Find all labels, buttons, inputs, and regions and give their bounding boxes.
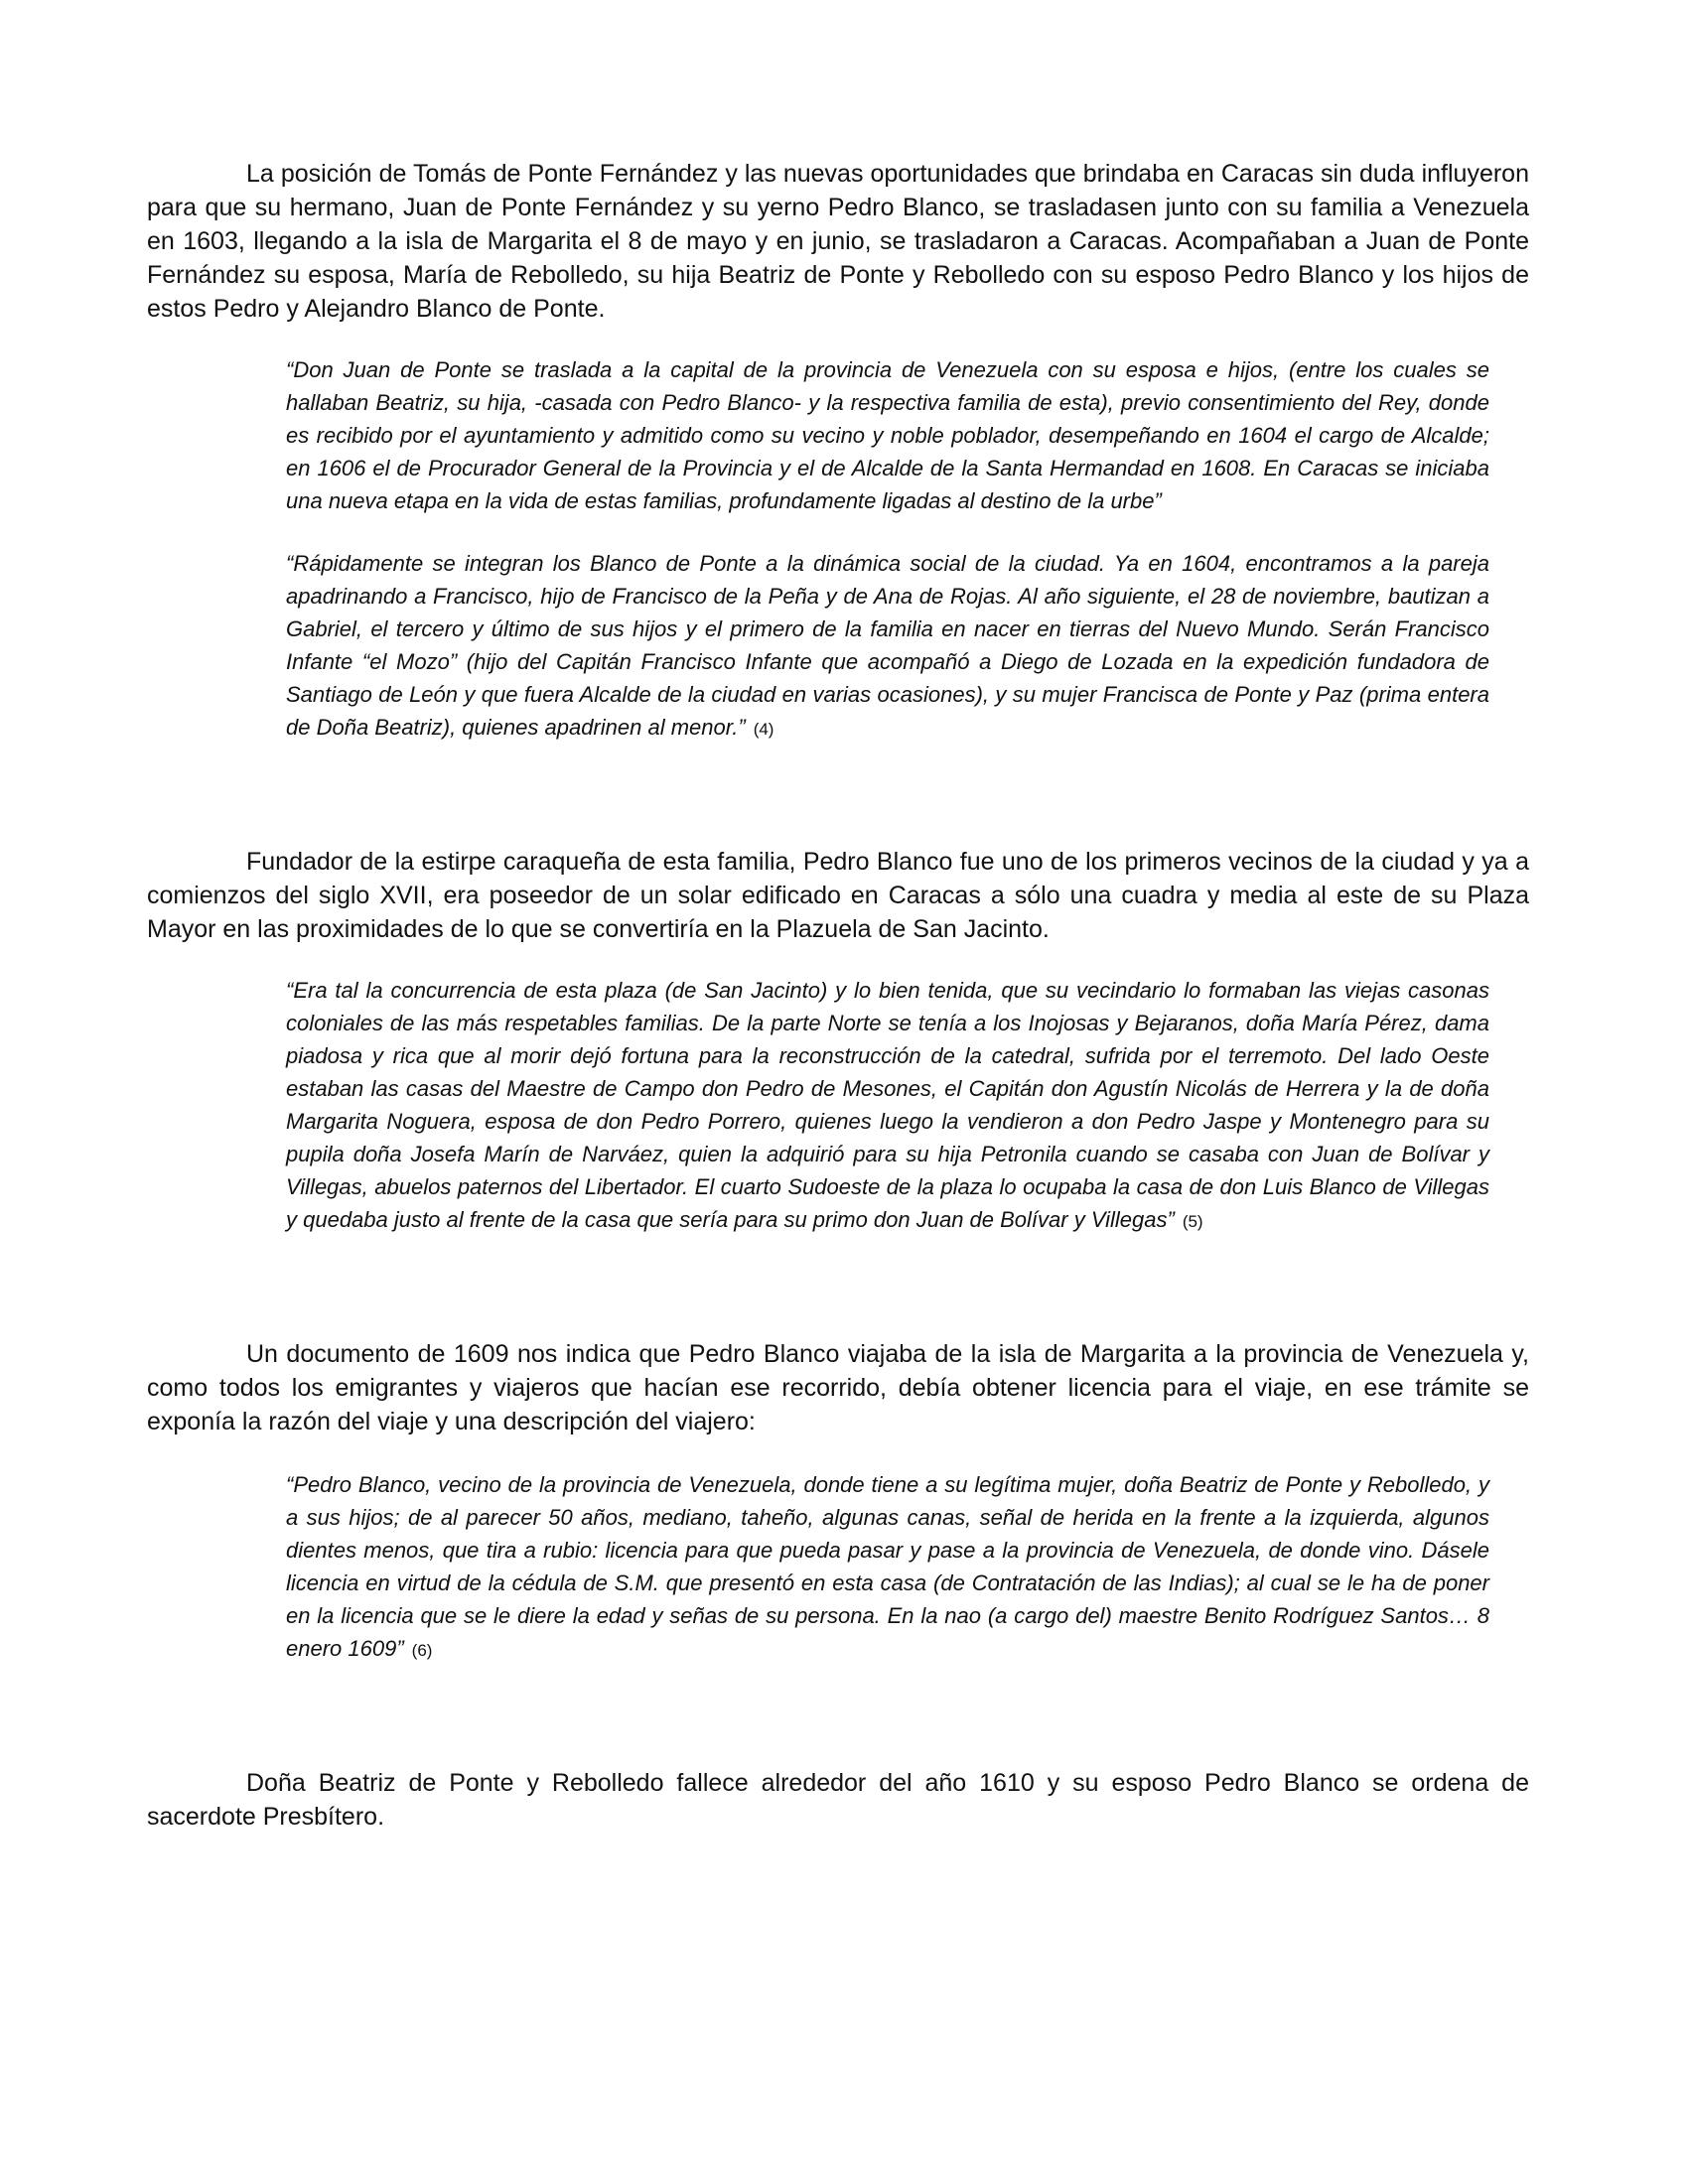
footnote-reference: (6): [411, 1641, 433, 1660]
document-page: [147, 157, 1529, 1834]
quote-text: “Pedro Blanco, vecino de la provincia de Venezuela, donde tiene a su legítima mujer, doña Beatriz de Ponte y Rebolledo, y a sus hijos; de al parecer 50 años, mediano, taheño, algunas canas, señal de herida en la frente a la izquierda, algunos dientes menos, que tira a rubio: licencia para que pueda pasar y pase a la provincia de Venezuela, de donde vino. Dásele licencia en virtud de la cédula de S.M. que presentó en esta casa (de Contratación de las Indias); al cual se le ha de poner en la licencia que se le diere la edad y señas de su persona. En la nao (a cargo del) maestre Benito Rodríguez Santos… 8 enero 1609”: [286, 1472, 1489, 1661]
quote-text: “Don Juan de Ponte se traslada a la capital de la provincia de Venezuela con su esposa e hijos, (entre los cuales se hallaban Beatriz, su hija, -casada con Pedro Blanco- y la respectiva familia de esta), previo consentimiento del Rey, donde es recibido por el ayuntamiento y admitido como su vecino y noble poblador, desempeñando en 1604 el cargo de Alcalde; en 1606 el de Procurador General de la Provincia y el de Alcalde de la Santa Hermandad en 1608. En Caracas se iniciaba una nueva etapa en la vida de estas familias, profundamente ligadas al destino de la urbe”: [286, 357, 1489, 513]
footnote-reference: (5): [1182, 1212, 1203, 1231]
quote-text: “Era tal la concurrencia de esta plaza (de San Jacinto) y lo bien tenida, que su vecindario lo formaban las viejas casonas coloniales de las más respetables familias. De la parte Norte se tenía a los Inojosas y Bejaranos, doña María Pérez, dama piadosa y rica que al morir dejó fortuna para la reconstrucción de la catedral, sufrida por el terremoto. Del lado Oeste estaban las casas del Maestre de Campo don Pedro de Mesones, el Capitán don Agustín Nicolás de Herrera y la de doña Margarita Noguera, esposa de don Pedro Porrero, quienes luego la vendieron a don Pedro Jaspe y Montenegro para su pupila doña Josefa Marín de Narváez, quien la adquirió para su hija Petronila cuando se casaba con Juan de Bolívar y Villegas, abuelos paternos del Libertador. El cuarto Sudoeste de la plaza lo ocupaba la casa de don Luis Blanco de Villegas y quedaba justo al frente de la casa que sería para su primo don Juan de Bolívar y Villegas”: [286, 978, 1489, 1232]
body-paragraph: Doña Beatriz de Ponte y Rebolledo fallece alrededor del año 1610 y su esposo Pedro Blanco se ordena de sacerdote Presbítero.: [147, 1769, 1529, 1831]
footnote-reference: (4): [753, 720, 774, 739]
body-paragraph: La posición de Tomás de Ponte Fernández y las nuevas oportunidades que brindaba en Caracas sin duda influyeron para que su hermano, Juan de Ponte Fernández y su yerno Pedro Blanco, se trasladasen junto con su familia a Venezuela en 1603, llegando a la isla de Margarita el 8 de mayo y en junio, se trasladaron a Caracas. Acompañaban a Juan de Ponte Fernández su esposa, María de Rebolledo, su hija Beatriz de Ponte y Rebolledo con su esposo Pedro Blanco y los hijos de estos Pedro y Alejandro Blanco de Ponte.: [147, 160, 1529, 323]
block-quote: [286, 353, 1489, 517]
body-paragraph: Fundador de la estirpe caraqueña de esta familia, Pedro Blanco fue uno de los primeros vecinos de la ciudad y ya a comienzos del siglo XVII, era poseedor de un solar edificado en Caracas a sólo una cuadra y media al este de su Plaza Mayor en las proximidades de lo que se convertiría en la Plazuela de San Jacinto.: [147, 848, 1529, 943]
body-paragraph: Un documento de 1609 nos indica que Pedro Blanco viajaba de la isla de Margarita a la provincia de Venezuela y, como todos los emigrantes y viajeros que hacían ese recorrido, debía obtener licencia para el viaje, en ese trámite se exponía la razón del viaje y una descripción del viajero:: [147, 1340, 1529, 1435]
block-quote: [286, 974, 1489, 1238]
block-quote: [286, 1468, 1489, 1667]
block-quote: [286, 547, 1489, 746]
quote-text: “Rápidamente se integran los Blanco de Ponte a la dinámica social de la ciudad. Ya en 1604, encontramos a la pareja apadrinando a Francisco, hijo de Francisco de la Peña y de Ana de Rojas. Al año siguiente, el 28 de noviembre, bautizan a Gabriel, el tercero y último de sus hijos y el primero de la familia en nacer en tierras del Nuevo Mundo. Serán Francisco Infante “el Mozo” (hijo del Capitán Francisco Infante que acompañó a Diego de Lozada en la expedición fundadora de Santiago de León y que fuera Alcalde de la ciudad en varias ocasiones), y su mujer Francisca de Ponte y Paz (prima entera de Doña Beatriz), quienes apadrinen al menor.”: [286, 551, 1489, 740]
